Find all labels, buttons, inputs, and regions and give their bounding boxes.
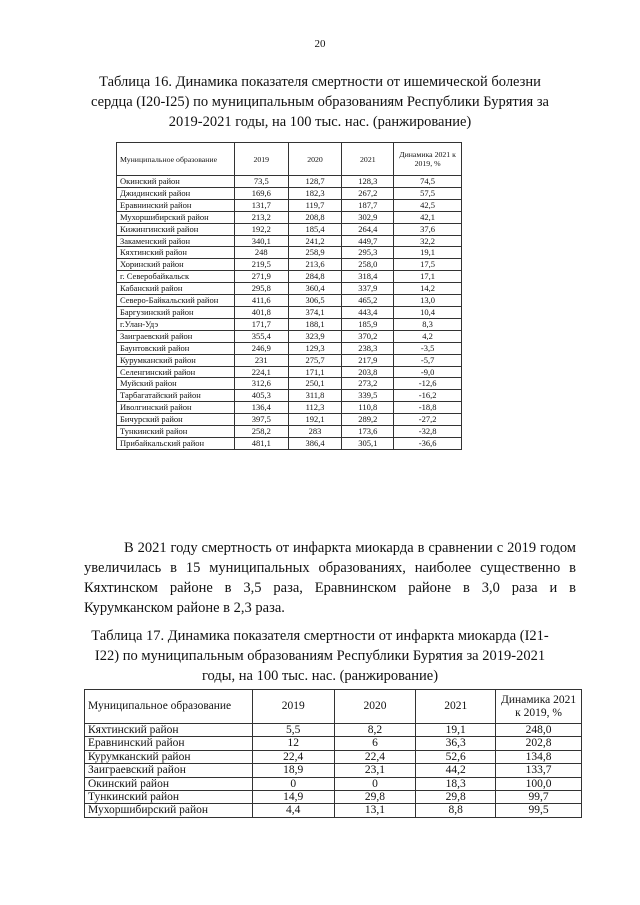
table-16-cell-value: 340,1	[234, 235, 288, 247]
table-16-cell-value: 386,4	[288, 437, 342, 449]
table-16-cell-value: 271,9	[234, 271, 288, 283]
table-17-header-row	[85, 690, 582, 724]
table-17-row	[85, 804, 582, 817]
table-16-cell-value: 187,7	[342, 199, 394, 211]
table-17-cell-name: Курумканский район	[85, 750, 253, 763]
table-16-row	[117, 437, 462, 449]
table-16-cell-value: 8,3	[394, 318, 462, 330]
table-16-cell-value: 258,0	[342, 259, 394, 271]
table-17-row	[85, 750, 582, 763]
table-16-cell-value: 185,9	[342, 318, 394, 330]
table-16-header-dynamics: Динамика 2021 к 2019, %	[394, 143, 462, 176]
table-16-caption: Таблица 16. Динамика показателя смертности от ишемической болезни сердца (I20-I25) по муниципальным образованиям Республики Бурятия за 2019-2021 годы, на 100 тыс. нас. (ранжирование)	[91, 74, 549, 130]
table-16-cell-name: Тарбагатайский район	[117, 390, 235, 402]
table-17-cell-value: 19,1	[416, 724, 496, 737]
table-17-cell-value: 100,0	[496, 777, 582, 790]
table-16-cell-value: 238,3	[342, 342, 394, 354]
table-16-header-2021: 2021	[342, 143, 394, 176]
table-17-cell-name: Заиграевский район	[85, 764, 253, 777]
table-16-row	[117, 330, 462, 342]
table-16-cell-value: 57,5	[394, 187, 462, 199]
table-16-header-row	[117, 143, 462, 176]
table-16-cell-value: 192,2	[234, 223, 288, 235]
table-17-cell-value: 99,7	[496, 791, 582, 804]
table-17-header-2020: 2020	[334, 690, 416, 724]
table-16-cell-value: 283	[288, 426, 342, 438]
table-16-cell-value: 443,4	[342, 306, 394, 318]
table-16-cell-name: Прибайкальский район	[117, 437, 235, 449]
table-16-cell-value: 231	[234, 354, 288, 366]
table-16-cell-name: Иволгинский район	[117, 402, 235, 414]
table-16-cell-name: Северо-Байкальский район	[117, 295, 235, 307]
table-16-row	[117, 378, 462, 390]
table-16-cell-value: -18,8	[394, 402, 462, 414]
table-16	[116, 142, 462, 450]
table-17-cell-name: Кяхтинский район	[85, 724, 253, 737]
table-17-cell-value: 133,7	[496, 764, 582, 777]
table-17-cell-value: 6	[334, 737, 416, 750]
table-16-row	[117, 295, 462, 307]
table-16-cell-value: 405,3	[234, 390, 288, 402]
table-16-cell-value: -5,7	[394, 354, 462, 366]
table-17-cell-value: 8,8	[416, 804, 496, 817]
table-16-cell-value: 185,4	[288, 223, 342, 235]
table-16-cell-name: Бичурский район	[117, 414, 235, 426]
table-16-cell-name: Заиграевский район	[117, 330, 235, 342]
table-16-header-2020: 2020	[288, 143, 342, 176]
table-17-cell-value: 22,4	[334, 750, 416, 763]
table-16-cell-value: 42,1	[394, 211, 462, 223]
table-17-cell-value: 29,8	[334, 791, 416, 804]
table-16-row	[117, 259, 462, 271]
table-17-header-2019: 2019	[252, 690, 334, 724]
table-16-cell-name: Кижингинский район	[117, 223, 235, 235]
table-16-cell-value: 19,1	[394, 247, 462, 259]
table-17-cell-name: Тункинский район	[85, 791, 253, 804]
table-16-cell-value: 339,5	[342, 390, 394, 402]
table-16-cell-value: 14,2	[394, 283, 462, 295]
table-17-cell-value: 134,8	[496, 750, 582, 763]
table-16-cell-value: 17,1	[394, 271, 462, 283]
table-16-header-2019: 2019	[234, 143, 288, 176]
table-16-cell-value: 306,5	[288, 295, 342, 307]
table-16-cell-value: 311,8	[288, 390, 342, 402]
table-16-cell-value: 370,2	[342, 330, 394, 342]
table-16-cell-value: 246,9	[234, 342, 288, 354]
table-16-cell-name: Селенгинский район	[117, 366, 235, 378]
table-16-cell-value: 275,7	[288, 354, 342, 366]
table-17-row	[85, 791, 582, 804]
table-16-row	[117, 366, 462, 378]
table-16-cell-value: 305,1	[342, 437, 394, 449]
table-16-cell-value: 258,9	[288, 247, 342, 259]
table-17-cell-value: 99,5	[496, 804, 582, 817]
table-16-cell-value: 74,5	[394, 176, 462, 188]
table-16-cell-name: Кабанский район	[117, 283, 235, 295]
table-17-cell-value: 8,2	[334, 724, 416, 737]
table-17-cell-value: 0	[334, 777, 416, 790]
table-17-header-name: Муниципальное образование	[85, 690, 253, 724]
table-16-cell-value: 312,6	[234, 378, 288, 390]
table-17-header-2021: 2021	[416, 690, 496, 724]
table-16-cell-value: 241,2	[288, 235, 342, 247]
table-17-cell-name: Еравнинский район	[85, 737, 253, 750]
table-16-cell-value: 32,2	[394, 235, 462, 247]
table-16-cell-value: 481,1	[234, 437, 288, 449]
table-16-cell-name: Курумканский район	[117, 354, 235, 366]
table-17-row	[85, 724, 582, 737]
table-16-cell-name: Мухоршибирский район	[117, 211, 235, 223]
table-17-cell-value: 202,8	[496, 737, 582, 750]
table-16-cell-value: 337,9	[342, 283, 394, 295]
table-16-cell-name: Еравнинский район	[117, 199, 235, 211]
table-16-row	[117, 390, 462, 402]
table-17-cell-value: 18,3	[416, 777, 496, 790]
table-17-cell-value: 13,1	[334, 804, 416, 817]
table-16-header-name: Муниципальное образование	[117, 143, 235, 176]
table-16-cell-value: 213,2	[234, 211, 288, 223]
table-16-cell-value: 10,4	[394, 306, 462, 318]
table-16-cell-value: 397,5	[234, 414, 288, 426]
page-number: 20	[314, 38, 326, 50]
table-17-cell-name: Мухоршибирский район	[85, 804, 253, 817]
table-16-cell-value: 73,5	[234, 176, 288, 188]
table-16-cell-value: 374,1	[288, 306, 342, 318]
table-16-cell-value: 355,4	[234, 330, 288, 342]
table-17-cell-name: Окинский район	[85, 777, 253, 790]
table-16-row	[117, 176, 462, 188]
table-17-cell-value: 5,5	[252, 724, 334, 737]
table-16-cell-value: -12,6	[394, 378, 462, 390]
table-16-cell-value: 401,8	[234, 306, 288, 318]
table-16-cell-value: 203,8	[342, 366, 394, 378]
table-16-cell-name: Кяхтинский район	[117, 247, 235, 259]
table-16-cell-value: 128,3	[342, 176, 394, 188]
table-16-cell-value: 217,9	[342, 354, 394, 366]
table-16-row	[117, 426, 462, 438]
table-16-cell-value: 128,7	[288, 176, 342, 188]
table-16-cell-value: 411,6	[234, 295, 288, 307]
table-17-cell-value: 0	[252, 777, 334, 790]
table-17-cell-value: 36,3	[416, 737, 496, 750]
table-16-cell-value: 213,6	[288, 259, 342, 271]
table-16-cell-value: 295,8	[234, 283, 288, 295]
table-16-cell-value: 258,2	[234, 426, 288, 438]
table-16-cell-value: 129,3	[288, 342, 342, 354]
table-16-cell-value: 295,3	[342, 247, 394, 259]
table-17-header-dynamics: Динамика 2021 к 2019, %	[496, 690, 582, 724]
table-16-cell-value: 112,3	[288, 402, 342, 414]
table-16-cell-value: 171,7	[234, 318, 288, 330]
table-17-cell-value: 22,4	[252, 750, 334, 763]
table-16-cell-value: 264,4	[342, 223, 394, 235]
table-16-cell-name: Закаменский район	[117, 235, 235, 247]
table-16-row	[117, 235, 462, 247]
table-16-cell-value: -32,8	[394, 426, 462, 438]
table-16-cell-name: г. Северобайкальск	[117, 271, 235, 283]
table-16-row	[117, 271, 462, 283]
table-16-cell-value: 248	[234, 247, 288, 259]
table-16-cell-value: 465,2	[342, 295, 394, 307]
table-16-cell-name: Хоринский район	[117, 259, 235, 271]
table-16-cell-value: -9,0	[394, 366, 462, 378]
table-16-cell-value: 289,2	[342, 414, 394, 426]
table-17-cell-value: 29,8	[416, 791, 496, 804]
table-16-cell-value: 110,8	[342, 402, 394, 414]
table-16-cell-value: 302,9	[342, 211, 394, 223]
table-16-row	[117, 402, 462, 414]
table-16-cell-value: 131,7	[234, 199, 288, 211]
table-17-body	[85, 724, 582, 818]
table-16-cell-value: 17,5	[394, 259, 462, 271]
table-16-cell-value: -3,5	[394, 342, 462, 354]
table-16-cell-value: -16,2	[394, 390, 462, 402]
table-16-cell-value: -27,2	[394, 414, 462, 426]
table-16-body	[117, 176, 462, 450]
table-16-cell-name: Муйский район	[117, 378, 235, 390]
table-16-row	[117, 283, 462, 295]
table-16-cell-name: Баунтовский район	[117, 342, 235, 354]
table-16-cell-value: 250,1	[288, 378, 342, 390]
table-16-cell-value: 323,9	[288, 330, 342, 342]
table-16-cell-name: Тункинский район	[117, 426, 235, 438]
table-17-row	[85, 777, 582, 790]
table-16-row	[117, 199, 462, 211]
table-17-cell-value: 18,9	[252, 764, 334, 777]
table-16-cell-value: 208,8	[288, 211, 342, 223]
table-16-cell-value: 449,7	[342, 235, 394, 247]
table-16-cell-value: 182,3	[288, 187, 342, 199]
table-16-cell-value: 188,1	[288, 318, 342, 330]
table-16-cell-value: 13,0	[394, 295, 462, 307]
table-16-cell-value: 136,4	[234, 402, 288, 414]
table-16-row	[117, 318, 462, 330]
table-16-cell-value: 360,4	[288, 283, 342, 295]
table-16-cell-name: г.Улан-Удэ	[117, 318, 235, 330]
table-17-cell-value: 14,9	[252, 791, 334, 804]
table-17-row	[85, 764, 582, 777]
table-17-cell-value: 52,6	[416, 750, 496, 763]
table-16-cell-name: Окинский район	[117, 176, 235, 188]
table-16-cell-value: 4,2	[394, 330, 462, 342]
table-16-row	[117, 306, 462, 318]
table-16-row	[117, 211, 462, 223]
table-17-caption: Таблица 17. Динамика показателя смертности от инфаркта миокарда (I21-I22) по муниципальным образованиям Республики Бурятия за 2019-2021 годы, на 100 тыс. нас. (ранжирование)	[91, 628, 549, 684]
table-17-cell-value: 4,4	[252, 804, 334, 817]
table-16-row	[117, 414, 462, 426]
table-16-row	[117, 223, 462, 235]
table-16-cell-value: 192,1	[288, 414, 342, 426]
table-16-cell-name: Джидинский район	[117, 187, 235, 199]
table-16-cell-value: 267,2	[342, 187, 394, 199]
table-16-cell-value: 42,5	[394, 199, 462, 211]
table-16-cell-value: 37,6	[394, 223, 462, 235]
table-16-cell-value: 273,2	[342, 378, 394, 390]
table-16-cell-name: Баргузинский район	[117, 306, 235, 318]
table-17-cell-value: 23,1	[334, 764, 416, 777]
table-16-cell-value: -36,6	[394, 437, 462, 449]
table-16-cell-value: 284,8	[288, 271, 342, 283]
table-16-row	[117, 342, 462, 354]
table-16-row	[117, 354, 462, 366]
table-17-cell-value: 44,2	[416, 764, 496, 777]
table-16-cell-value: 318,4	[342, 271, 394, 283]
table-16-cell-value: 224,1	[234, 366, 288, 378]
table-17-cell-value: 248,0	[496, 724, 582, 737]
table-16-row	[117, 247, 462, 259]
table-16-cell-value: 173,6	[342, 426, 394, 438]
table-16-cell-value: 119,7	[288, 199, 342, 211]
table-16-row	[117, 187, 462, 199]
table-16-cell-value: 169,6	[234, 187, 288, 199]
table-17	[84, 689, 582, 818]
table-16-cell-value: 219,5	[234, 259, 288, 271]
table-17-cell-value: 12	[252, 737, 334, 750]
table-17-row	[85, 737, 582, 750]
summary-paragraph: В 2021 году смертность от инфаркта миокарда в сравнении с 2019 годом увеличилась в 15 муниципальных образованиях, наиболее существенно в Кяхтинском районе в 3,5 раза, Еравнинском районе в 3,0 раза и в Курумканском районе в 2,3 раза.	[84, 540, 576, 616]
table-16-cell-value: 171,1	[288, 366, 342, 378]
